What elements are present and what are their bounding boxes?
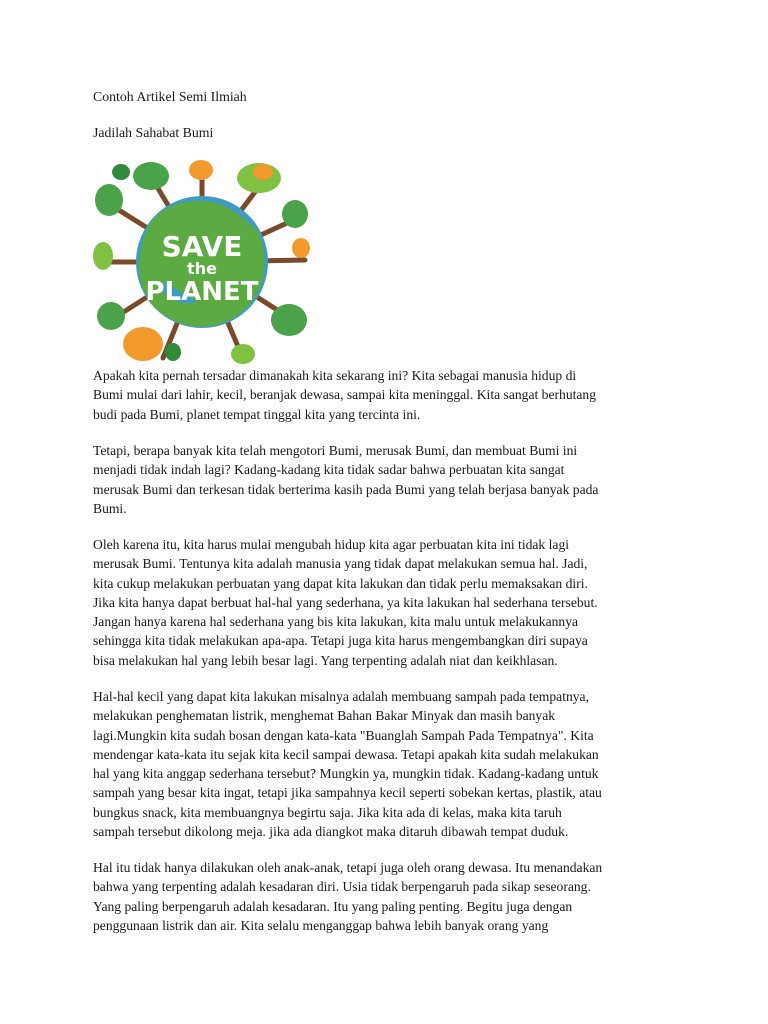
paragraph-line: menjadi tidak indah lagi? Kadang-kadang kita tidak sadar bahwa perbuatan kita sangat	[93, 462, 565, 478]
paragraph-line: Apakah kita pernah tersadar dimanakah kita sekarang ini? Kita sebagai manusia hidup di	[93, 368, 577, 383]
header-title: Contoh Artikel Semi Ilmiah	[93, 89, 247, 104]
illustration-text-save: SAVE	[161, 230, 243, 263]
earth-trees-illustration	[93, 160, 311, 365]
paragraph-line: Bumi.	[93, 500, 127, 516]
paragraph-line: penggunaan listrik dan air. Kita selalu menganggap bahwa lebih banyak orang yang	[93, 917, 549, 933]
paragraph-line: hal yang kita anggap sederhana tersebut? Mungkin ya, mungkin tidak. Kadang-kadang untuk	[93, 766, 599, 782]
paragraph-line: Tetapi, berapa banyak kita telah mengotori Bumi, merusak Bumi, dan membuat Bumi ini	[93, 443, 578, 458]
article-title: Jadilah Sahabat Bumi	[93, 125, 214, 140]
paragraph-line: Bumi mulai dari lahir, kecil, beranjak dewasa, sampai kita meninggal. Kita sangat berhutang	[93, 387, 597, 403]
save-the-planet-illustration	[93, 160, 311, 365]
paragraph-line: kita cukup melakukan perbuatan yang dapat kita lakukan dan tidak perlu memaksakan diri.	[93, 575, 588, 591]
paragraph-line: merusak Bumi dan terkesan tidak berterima kasih pada Bumi yang telah berjasa banyak pada	[93, 481, 599, 497]
paragraph-line: Oleh karena itu, kita harus mulai mengubah hidup kita agar perbuatan kita ini tidak lagi	[93, 537, 570, 552]
paragraph-line: lagi.Mungkin kita sudah bosan dengan kata-kata "Buanglah Sampah Pada Tempatnya". Kita	[93, 727, 594, 743]
paragraph	[93, 535, 598, 670]
paragraph-line: Jika kita hanya dapat berbuat hal-hal yang sederhana, ya kita lakukan hal sederhana tersebut.	[93, 594, 598, 610]
paragraph-line: Yang paling berpengaruh adalah kesadaran. Itu yang paling penting. Begitu juga dengan	[93, 898, 573, 914]
paragraph-line: melakukan penghematan listrik, menghemat Bahan Bakar Minyak dan masih banyak	[93, 708, 556, 724]
paragraph-line: Hal-hal kecil yang dapat kita lakukan misalnya adalah membuang sampah pada tempatnya,	[93, 689, 589, 704]
paragraph-line: bahwa yang terpenting adalah kesadaran diri. Usia tidak berpengaruh pada sikap seseorang.	[93, 879, 591, 895]
illustration-text-planet: PLANET	[145, 277, 259, 307]
paragraph-line: Jangan hanya karena hal sederhana yang bis kita lakukan, kita malu untuk melakukannya	[93, 614, 579, 630]
paragraph-line: budi pada Bumi, planet tempat tinggal kita yang tercinta ini.	[93, 406, 421, 422]
paragraph-line: merusak Bumi. Tentunya kita adalah manusia yang tidak dapat melakukan semua hal. Jadi,	[93, 556, 588, 572]
paragraph-line: Hal itu tidak hanya dilakukan oleh anak-anak, tetapi juga oleh orang dewasa. Itu menandakan	[93, 860, 603, 875]
paragraph	[93, 687, 602, 841]
paragraph	[93, 366, 596, 424]
paragraph-line: bungkus snack, kita membuangnya begirtu saja. Jika kita ada di kelas, maka kita taruh	[93, 804, 562, 820]
paragraph-line: mendengar kata-kata itu sejak kita kecil sampai dewasa. Tetapi apakah kita sudah melakukan	[93, 746, 599, 762]
paragraph-line: sampah tersebut dikolong meja. jika ada diangkot maka ditaruh dibawah tempat duduk.	[93, 824, 569, 840]
paragraph	[93, 858, 602, 935]
paragraph-line: sehingga kita tidak melakukan apa-apa. Tetapi juga kita harus mengembangkan diri supaya	[93, 633, 588, 649]
paragraph-line: bisa melakukan hal yang lebih besar lagi. Yang terpenting adalah niat dan keikhlasan.	[93, 652, 558, 668]
illustration-text-the: the	[187, 259, 217, 278]
paragraph	[93, 441, 598, 518]
paragraph-line: sampah yang besar kita ingat, tetapi jika sampahnya kecil seperti sobekan kertas, plastik, atau	[93, 785, 602, 801]
